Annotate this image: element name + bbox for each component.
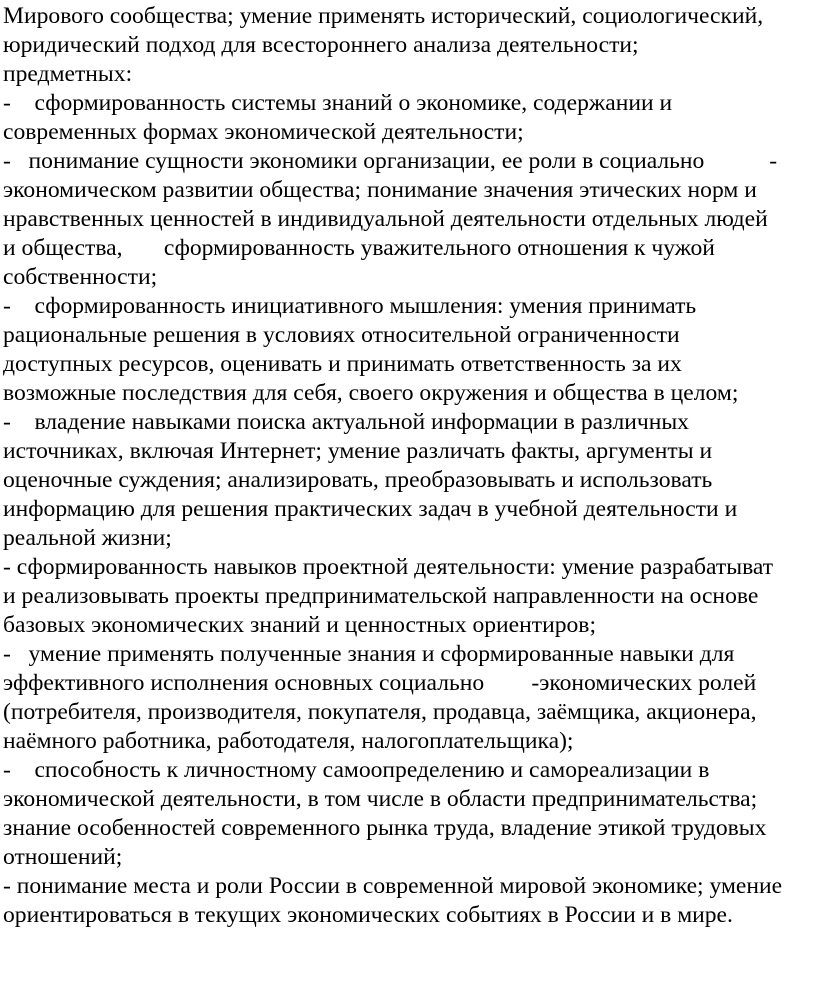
- text-line: ориентироваться в текущих экономических событиях в России и в мире.: [3, 902, 733, 928]
- text-line: нравственных ценностей в индивидуальной деятельности отдельных людей: [3, 206, 768, 232]
- text-line: отношений;: [3, 844, 123, 870]
- text-line: собственности;: [3, 264, 158, 290]
- text-line: - сформированность навыков проектной деятельности: умение разрабатыват: [3, 554, 774, 580]
- text-line: и общества, сформированность уважительного отношения к чужой: [3, 235, 715, 261]
- text-line: базовых экономических знаний и ценностных ориентиров;: [3, 612, 597, 638]
- text-line: экономическом развитии общества; понимание значения этических норм и: [3, 177, 757, 203]
- text-line: - сформированность инициативного мышления: умения принимать: [3, 293, 697, 319]
- text-line: - сформированность системы знаний о экономике, содержании и: [3, 90, 673, 116]
- text-line: (потребителя, производителя, покупателя, продавца, заёмщика, акционера,: [3, 699, 757, 725]
- text-line: и реализовывать проекты предпринимательской направленности на основе: [3, 583, 759, 609]
- text-line: юридический подход для всестороннего анализа деятельности;: [3, 32, 639, 58]
- text-line: - владение навыками поиска актуальной информации в различных: [3, 409, 689, 435]
- text-line: оценочные суждения; анализировать, преобразовывать и использовать: [3, 467, 713, 493]
- text-line: эффективного исполнения основных социально -экономических ролей: [3, 670, 757, 696]
- text-line: информацию для решения практических задач в учебной деятельности и: [3, 496, 738, 522]
- text-line: - понимание места и роли России в современной мировой экономике; умение: [3, 873, 783, 899]
- text-line: - способность к личностному самоопределению и самореализации в: [3, 757, 710, 783]
- text-line: Мирового сообщества; умение применять исторический, социологический,: [3, 3, 764, 29]
- text-line: реальной жизни;: [3, 525, 172, 551]
- text-line: - понимание сущности экономики организации, ее роли в социально -: [3, 148, 778, 174]
- text-line: знание особенностей современного рынка труда, владение этикой трудовых: [3, 815, 767, 841]
- text-line: доступных ресурсов, оценивать и принимать ответственность за их: [3, 351, 682, 377]
- text-line: рациональные решения в условиях относительной ограниченности: [3, 322, 680, 348]
- text-line: наёмного работника, работодателя, налогоплательщика);: [3, 728, 574, 754]
- text-line: - умение применять полученные знания и сформированные навыки для: [3, 641, 735, 667]
- text-line: возможные последствия для себя, своего окружения и общества в целом;: [3, 380, 739, 406]
- text-line: современных формах экономической деятельности;: [3, 119, 524, 145]
- text-line: предметных:: [3, 61, 133, 87]
- text-line: источниках, включая Интернет; умение различать факты, аргументы и: [3, 438, 713, 464]
- text-line: экономической деятельности, в том числе в области предпринимательства;: [3, 786, 758, 812]
